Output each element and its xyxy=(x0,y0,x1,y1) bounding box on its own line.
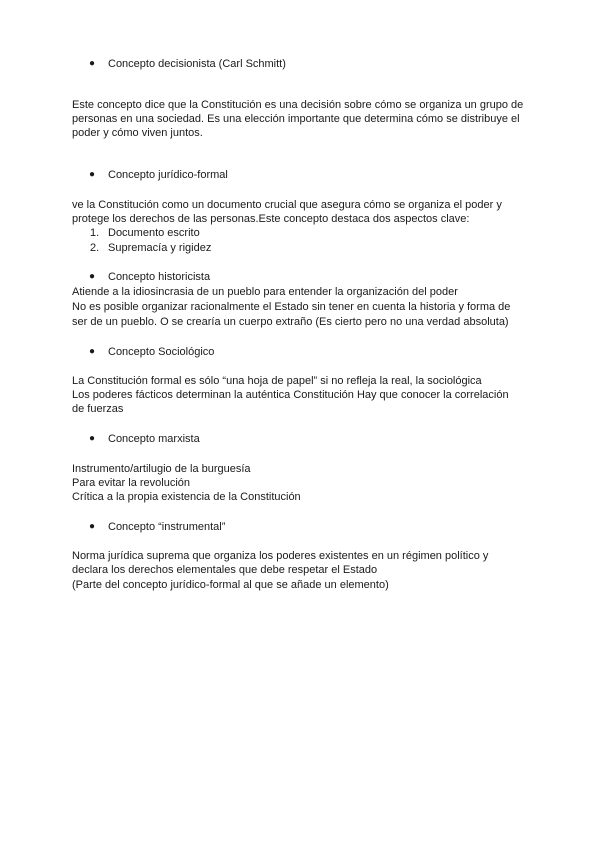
paragraph-line: No es posible organizar racionalmente el Estado sin tener en cuenta la historia y forma de xyxy=(72,301,511,313)
bullet-marker: ● xyxy=(89,346,96,357)
paragraph-line: Crítica a la propia existencia de la Constitución xyxy=(72,491,301,503)
paragraph-line: Los poderes fácticos determinan la auténtica Constitución Hay que conocer la correlación xyxy=(72,389,509,401)
list-number: 1. xyxy=(90,227,100,239)
paragraph-line: Norma jurídica suprema que organiza los poderes existentes en un régimen político y xyxy=(72,550,489,562)
list-item: Documento escrito xyxy=(108,227,200,239)
paragraph-line: Atiende a la idiosincrasia de un pueblo para entender la organización del poder xyxy=(72,286,458,298)
list-number: 2. xyxy=(90,242,100,254)
bullet-marker: ● xyxy=(89,433,96,444)
paragraph-line: poder y cómo viven juntos. xyxy=(72,127,203,139)
section-heading-marxista: Concepto marxista xyxy=(108,433,200,445)
section-heading-sociologico: Concepto Sociológico xyxy=(108,346,215,358)
section-heading-instrumental: Concepto “instrumental” xyxy=(108,521,226,533)
paragraph-line: Para evitar la revolución xyxy=(72,477,191,489)
paragraph-line: ve la Constitución como un documento crucial que asegura cómo se organiza el poder y xyxy=(72,199,502,211)
bullet-marker: ● xyxy=(89,169,96,180)
paragraph-line: Instrumento/artilugio de la burguesía xyxy=(72,463,251,475)
paragraph-line: (Parte del concepto jurídico-formal al que se añade un elemento) xyxy=(72,579,389,591)
paragraph-line: ser de un pueblo. O se crearía un cuerpo extraño (Es cierto pero no una verdad absoluta) xyxy=(72,316,509,328)
bullet-marker: ● xyxy=(89,271,96,282)
bullet-marker: ● xyxy=(89,58,96,69)
section-heading-juridico-formal: Concepto jurídico-formal xyxy=(108,169,228,181)
paragraph-line: personas en una sociedad. Es una elección importante que determina cómo se distribuye el xyxy=(72,113,520,125)
paragraph-line: protege los derechos de las personas.Este concepto destaca dos aspectos clave: xyxy=(72,213,470,225)
bullet-marker: ● xyxy=(89,521,96,532)
paragraph-line: Este concepto dice que la Constitución es una decisión sobre cómo se organiza un grupo de xyxy=(72,99,524,111)
paragraph-line: declara los derechos elementales que debe respetar el Estado xyxy=(72,564,378,576)
section-heading-decisionista: Concepto decisionista (Carl Schmitt) xyxy=(108,58,286,70)
paragraph-line: La Constitución formal es sólo “una hoja de papel” si no refleja la real, la sociológica xyxy=(72,375,482,387)
list-item: Supremacía y rigidez xyxy=(108,242,212,254)
paragraph-line: de fuerzas xyxy=(72,403,124,415)
section-heading-historicista: Concepto historicista xyxy=(108,271,211,283)
